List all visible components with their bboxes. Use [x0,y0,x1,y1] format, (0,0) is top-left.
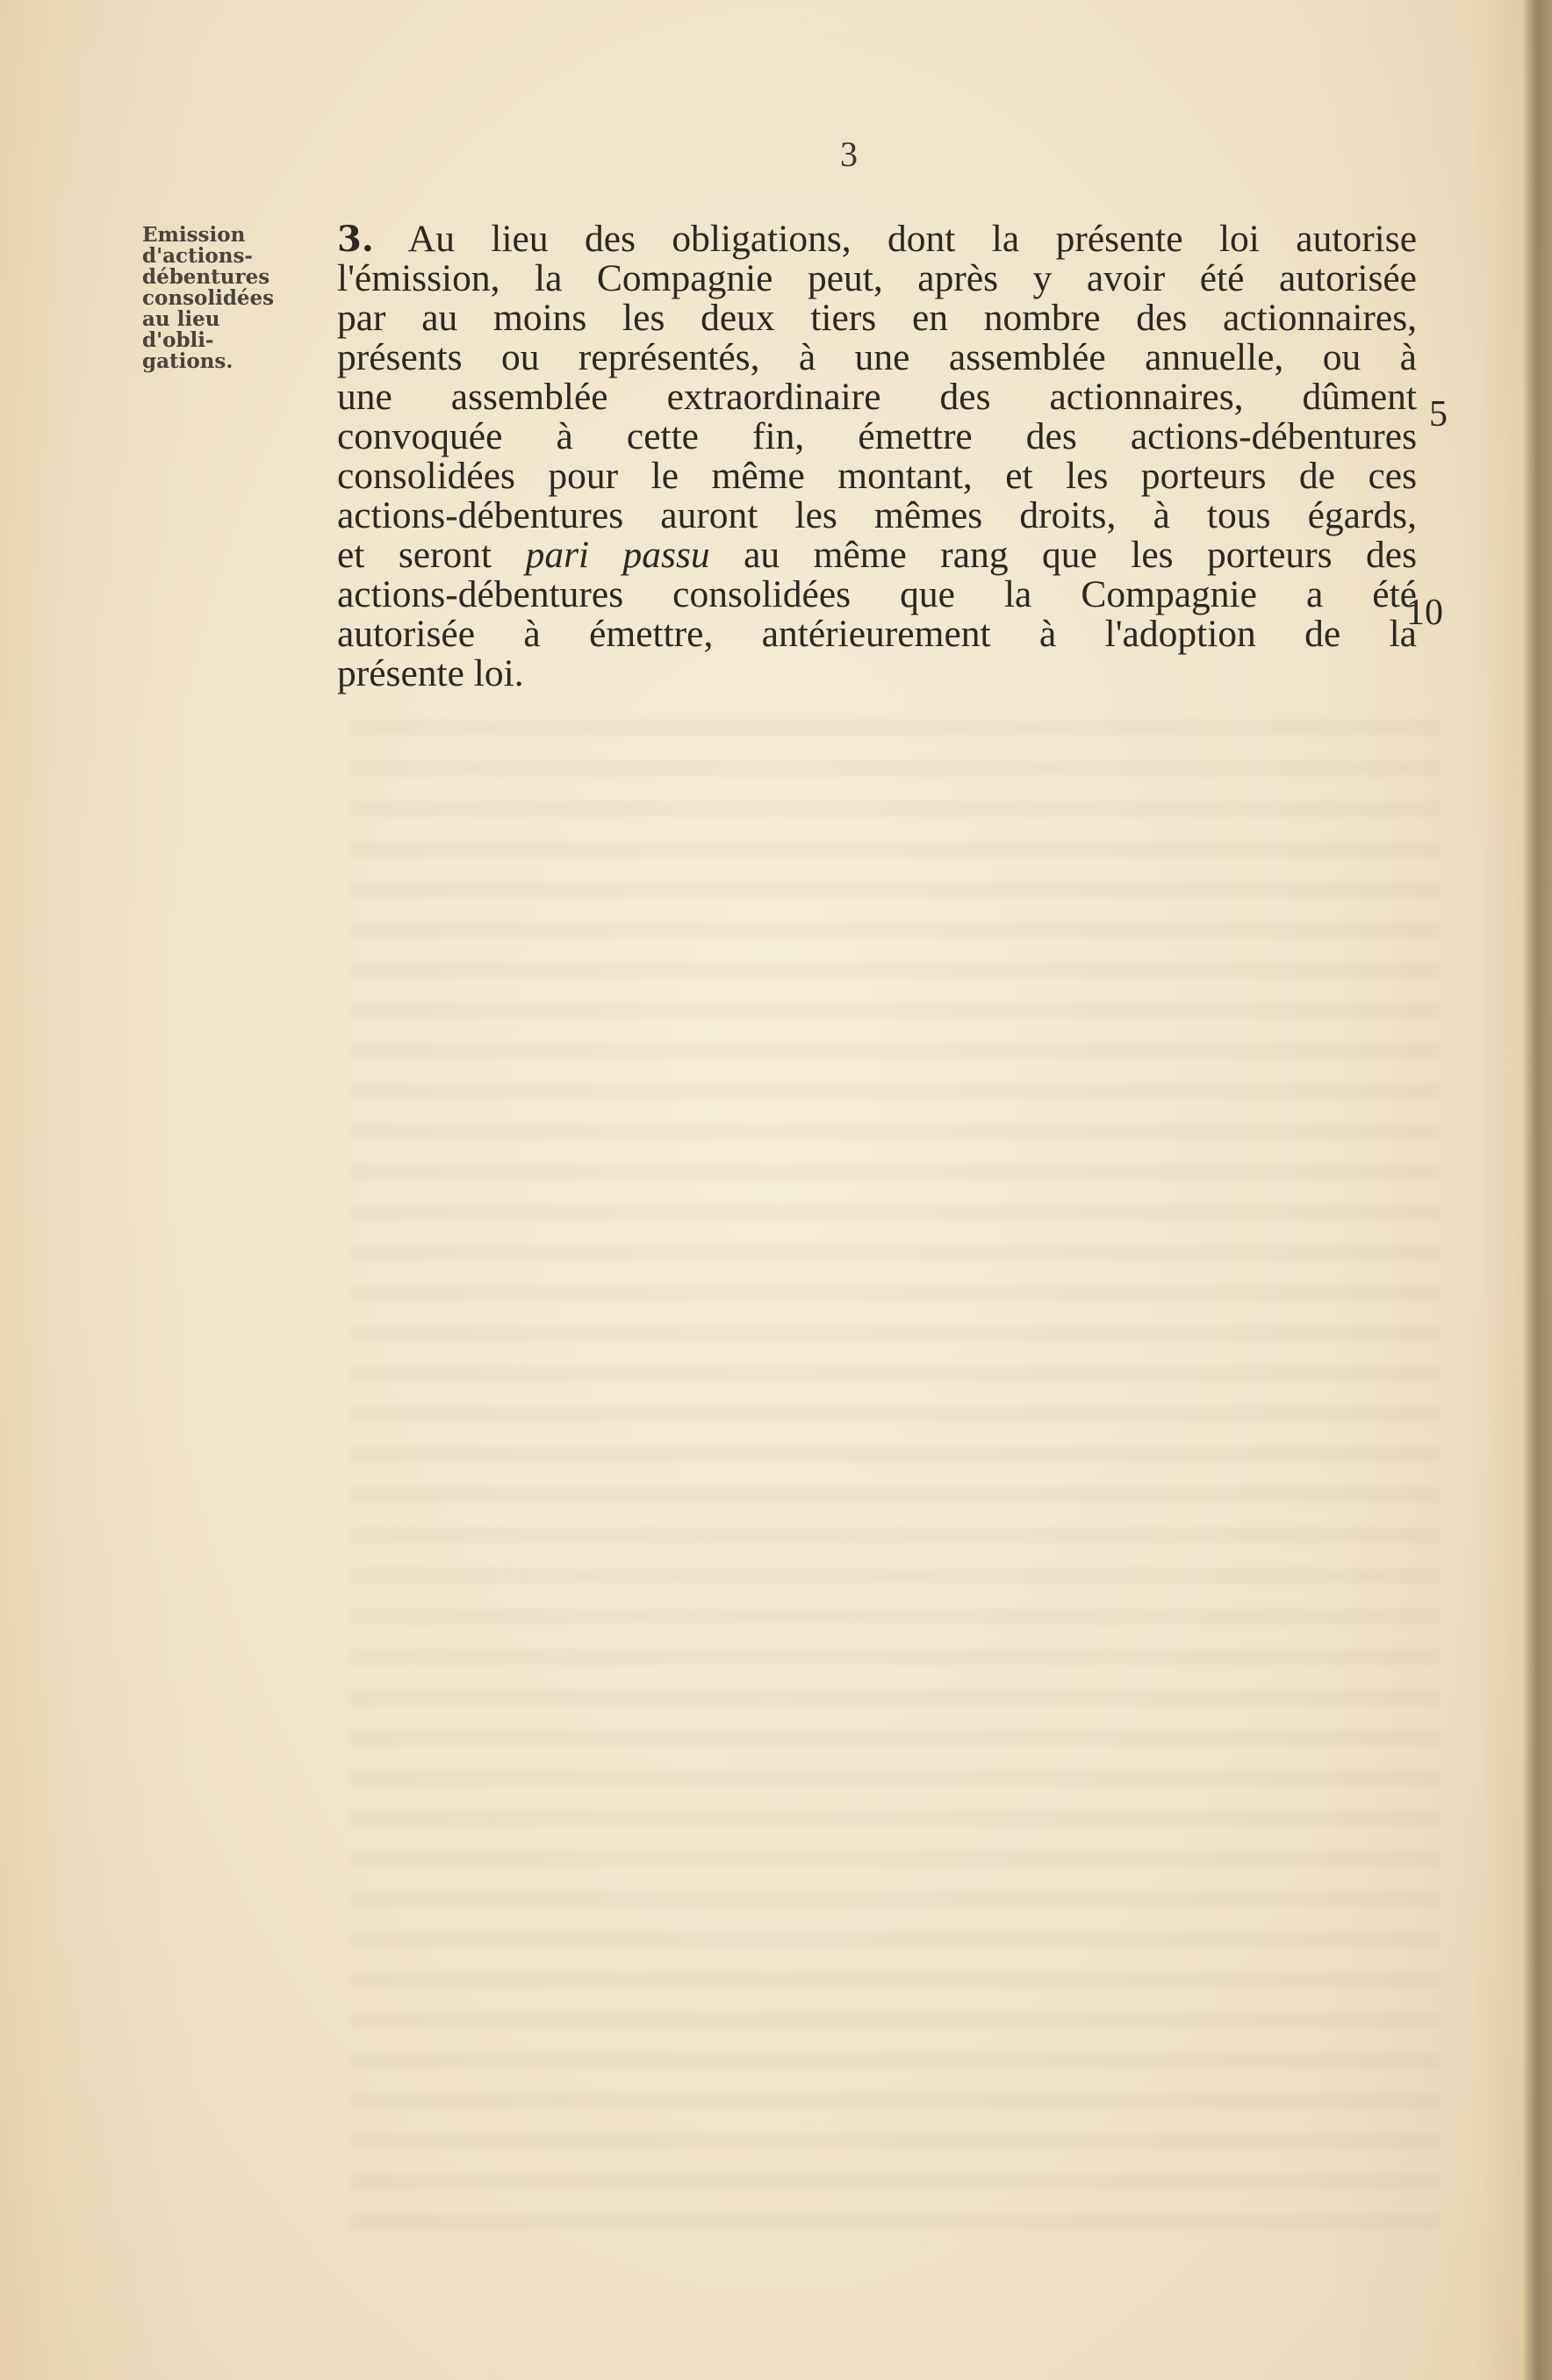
section-3-text [337,219,1417,694]
sidenote-line: consolidées [142,286,275,310]
text-line [337,536,1417,575]
sidenote-line: d'actions- [142,244,253,268]
text-line: l'émission, la Compagnie peut, après y avoir été autorisée [337,257,1417,299]
text-line: présente loi. [337,652,524,694]
text-line: par au moins les deux tiers en nombre des actionnaires, [337,297,1417,339]
sidenote-line: d'obli- [142,328,214,352]
text-line-prefix: et seront [337,534,492,576]
italic-phrase: pari passu [525,534,710,576]
marginal-sidenote [142,225,318,372]
text-line: consolidées pour le même montant, et les porteurs de ces [337,455,1417,497]
text-line-content: Au lieu des obligations, dont la présente loi autorise [407,218,1417,260]
section-number: 3. [337,219,374,260]
text-line: actions-débentures consolidées que la Compagnie a été [337,573,1417,615]
text-line: convoquée à cette fin, émettre des actions-débentures [337,415,1417,457]
text-line-content: au même rang que les porteurs des [744,534,1417,576]
sidenote-line: Emission [142,223,246,247]
sidenote-line: gations. [142,349,234,373]
page-number: 3 [840,134,858,174]
text-line: présents ou représentés, à une assemblée annuelle, ou à [337,336,1417,378]
sidenote-line: débentures [142,265,270,289]
sidenote-line: au lieu [142,307,220,331]
line-number-5: 5 [1429,394,1448,435]
text-line: une assemblée extraordinaire des actionnaires, dûment [337,376,1417,418]
binding-edge-shadow [1522,0,1552,2380]
show-through-bleed [351,720,1440,2247]
text-line [337,219,1417,259]
text-line: actions-débentures auront les mêmes droits, à tous égards, [337,494,1417,536]
line-number-10: 10 [1406,593,1443,633]
text-line: autorisée à émettre, antérieurement à l'adoption de la [337,613,1417,655]
